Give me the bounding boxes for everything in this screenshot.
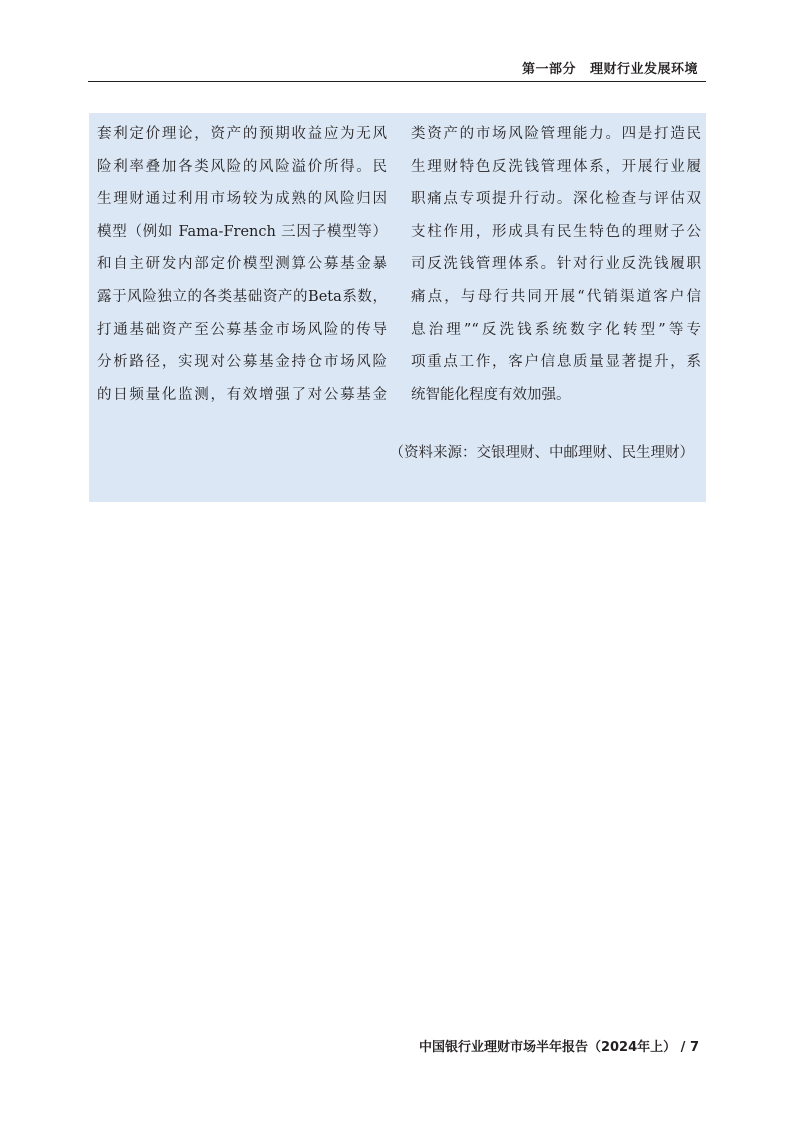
left-line-4: 模型（例如 Fama-French 三因子模型等） [97,223,387,240]
right-line-3: 职痛点专项提升行动。深化检查与评估双 [411,191,701,208]
footer-report-title: 中国银行业理财市场半年报告（2024年上） [418,1040,677,1055]
left-line-7: 打通基础资产至公募基金市场风险的传导 [97,321,387,338]
left-line-5: 和自主研发内部定价模型测算公募基金暴 [97,256,387,273]
footer-separator: / [680,1040,686,1055]
page-footer [419,1036,699,1055]
header-part: 第一部分 [521,62,576,77]
left-line-1: 套利定价理论，资产的预期收益应为无风 [97,126,387,142]
case-box [89,113,706,502]
header-rule [88,81,706,82]
right-column [411,123,701,416]
right-line-1: 类资产的市场风险管理能力。四是打造民 [411,126,701,142]
right-line-7: 息治理”“反洗钱系统数字化转型”等专 [411,321,701,338]
left-line-6: 露于风险独立的各类基础资产的Beta系数， [97,288,387,305]
left-line-8: 分析路径，实现对公募基金持仓市场风险 [97,354,387,371]
right-line-9: 统智能化程度有效加强。 [411,386,571,403]
running-header [522,58,698,77]
left-column [97,123,387,416]
right-line-4: 支柱作用，形成具有民生特色的理财子公 [411,223,701,240]
left-line-3: 生理财通过利用市场较为成熟的风险归因 [97,191,387,208]
left-line-9: 的日频量化监测，有效增强了对公募基金 [97,386,387,403]
page-number: 7 [689,1040,699,1055]
source-note: （资料来源：交银理财、中邮理财、民生理财） [389,445,694,461]
right-line-6: 痛点，与母行共同开展“代销渠道客户信 [411,288,701,305]
left-line-2: 险利率叠加各类风险的风险溢价所得。民 [97,158,387,175]
right-line-2: 生理财特色反洗钱管理体系，开展行业履 [411,158,701,175]
right-line-8: 项重点工作，客户信息质量显著提升，系 [411,354,701,371]
header-section: 理财行业发展环境 [589,62,698,77]
right-line-5: 司反洗钱管理体系。针对行业反洗钱履职 [411,256,701,273]
